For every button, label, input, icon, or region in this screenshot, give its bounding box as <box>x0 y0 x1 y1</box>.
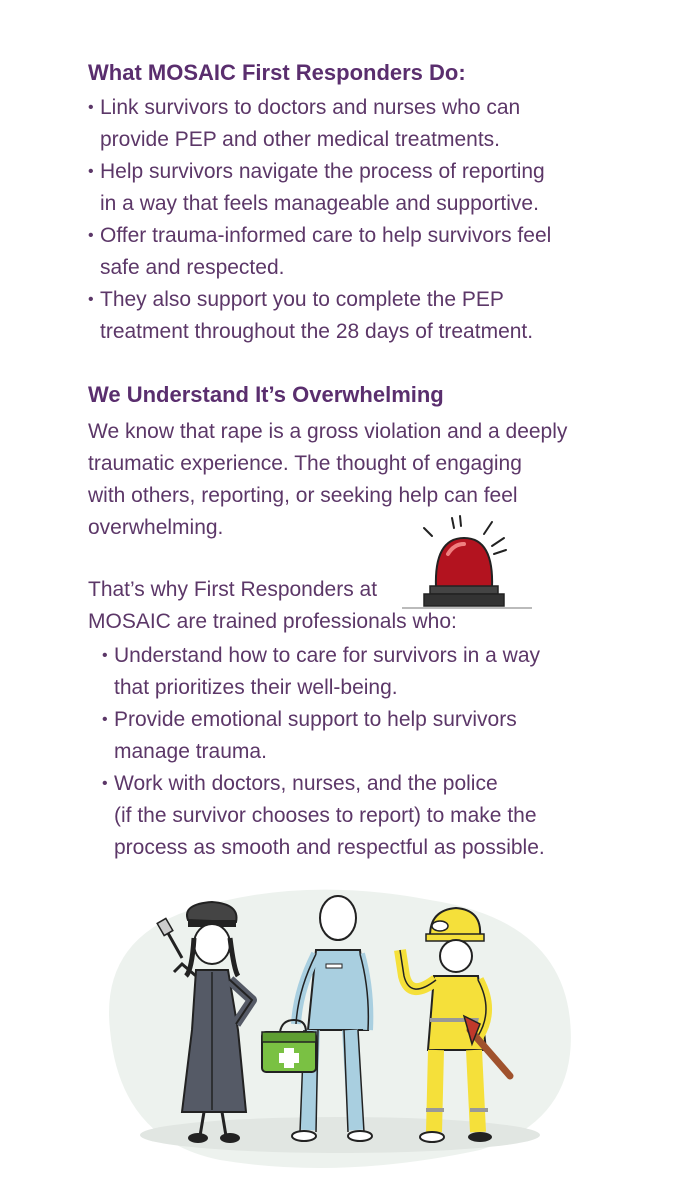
responder-qualities-list <box>102 640 545 864</box>
first-responders-illustration <box>100 880 580 1170</box>
list-item: • They also support you to complete the PEP treatment throughout the 28 days of treatment. <box>88 284 551 348</box>
list-item: • Link survivors to doctors and nurses who can provide PEP and other medical treatments. <box>88 92 551 156</box>
lead-paragraph: That’s why First Responders at MOSAIC are trained professionals who: <box>88 578 457 633</box>
intro-paragraph: We know that rape is a gross violation and a deeply traumatic experience. The thought of engaging with others, reporting, or seeking help can feel overwhelming. <box>88 420 568 539</box>
siren-icon <box>400 510 540 615</box>
section-heading-first-responders: What MOSAIC First Responders Do: <box>88 60 466 85</box>
responder-duties-list <box>88 92 551 348</box>
section-heading-overwhelming: We Understand It’s Overwhelming <box>88 382 444 407</box>
list-item: • Offer trauma-informed care to help survivors feel safe and respected. <box>88 220 551 284</box>
list-item: • Understand how to care for survivors in a way that prioritizes their well-being. <box>102 640 545 704</box>
list-item: • Provide emotional support to help survivors manage trauma. <box>102 704 545 768</box>
list-item: • Help survivors navigate the process of reporting in a way that feels manageable and supportive. <box>88 156 551 220</box>
list-item: • Work with doctors, nurses, and the police (if the survivor chooses to report) to make the process as smooth and respectful as possible. <box>102 768 545 864</box>
